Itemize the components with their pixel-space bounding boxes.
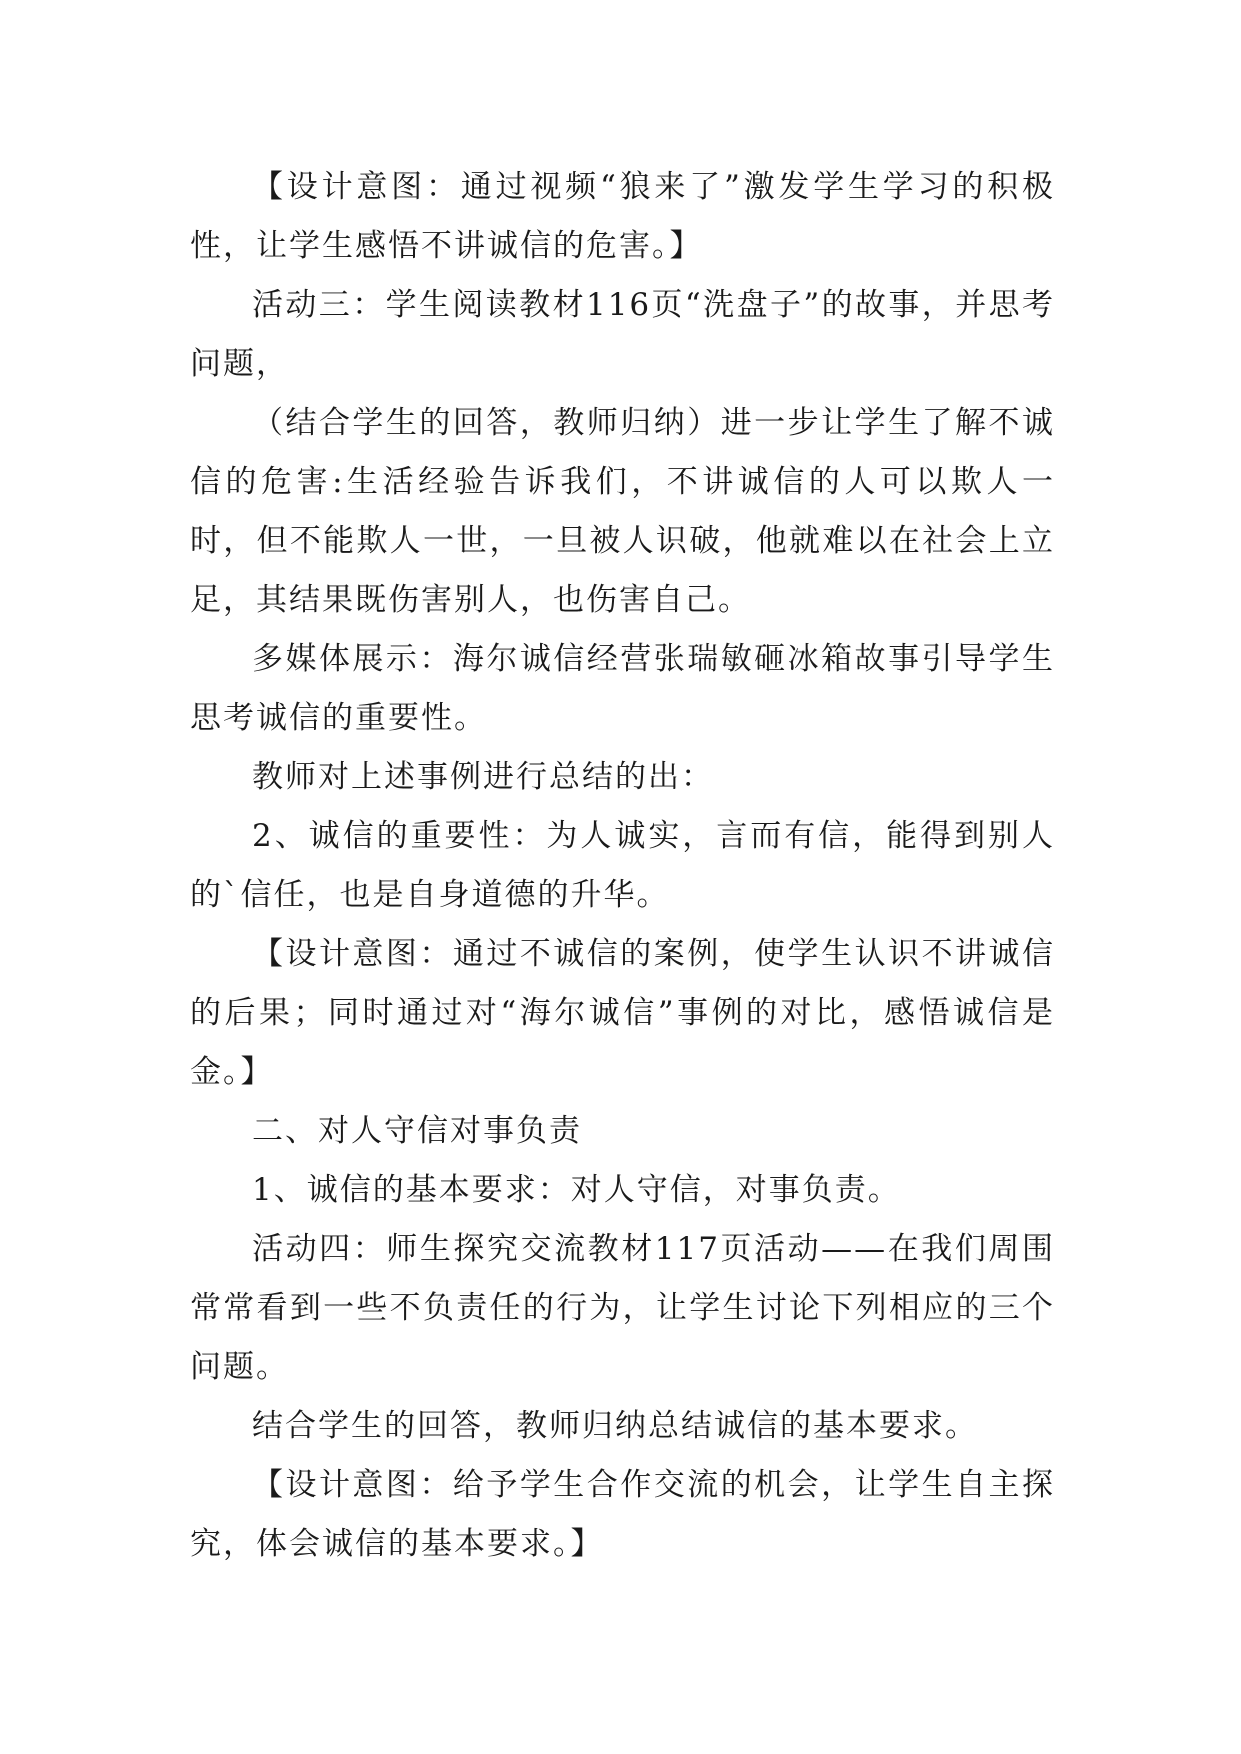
activity-four-paragraph: 活动四：师生探究交流教材117页活动——在我们周围常常看到一些不负责任的行为，让学生讨论下列相应的三个问题。 [190,1231,1055,1385]
design-intent-paragraph-3: 【设计意图：给予学生合作交流的机会，让学生自主探究，体会诚信的基本要求。】 [190,1467,1055,1562]
basic-requirement-paragraph: 1、诚信的基本要求：对人守信，对事负责。 [252,1172,901,1208]
section-heading: 二、对人守信对事负责 [252,1113,582,1149]
document-body [190,158,1055,1574]
multimedia-paragraph: 多媒体展示：海尔诚信经营张瑞敏砸冰箱故事引导学生思考诚信的重要性。 [190,641,1055,736]
design-intent-paragraph-2: 【设计意图：通过不诚信的案例，使学生认识不讲诚信的后果；同时通过对“海尔诚信”事例的对比，感悟诚信是金。】 [190,936,1055,1090]
design-intent-paragraph-1: 【设计意图：通过视频“狼来了”激发学生学习的积极性，让学生感悟不讲诚信的危害。】 [190,169,1055,264]
importance-paragraph: 2、诚信的重要性：为人诚实，言而有信，能得到别人的`信任，也是自身道德的升华。 [190,818,1055,913]
activity-three-paragraph: 活动三：学生阅读教材116页“洗盘子”的故事，并思考问题， [190,287,1055,382]
teacher-summary-paragraph: 教师对上述事例进行总结的出： [252,759,714,795]
summary-harm-paragraph: （结合学生的回答，教师归纳）进一步让学生了解不诚信的危害:生活经验告诉我们，不讲诚信的人可以欺人一时，但不能欺人一世，一旦被人识破，他就难以在社会上立足，其结果既伤害别人，也伤害自己。 [190,405,1055,618]
teacher-conclusion-paragraph: 结合学生的回答，教师归纳总结诚信的基本要求。 [252,1408,978,1444]
